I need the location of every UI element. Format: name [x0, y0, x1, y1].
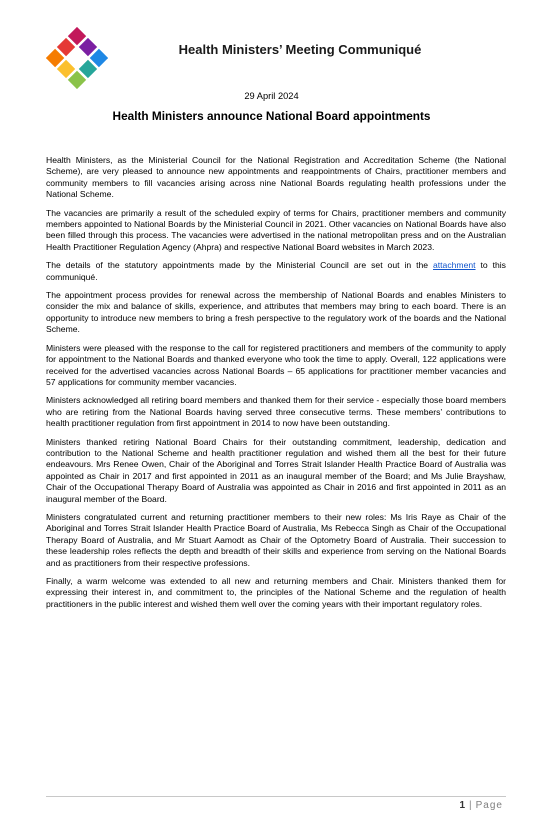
communique-date: 29 April 2024: [244, 91, 299, 101]
body-paragraph: Ministers acknowledged all retiring board members and thanked them for their service - especially those board members who are retiring from the National Boards having served three consecutive terms. These members’ contributions to health practitioner regulation from first appointment in 2014 to now have been outstanding.: [46, 395, 506, 429]
page-number: 1: [459, 800, 466, 811]
body-paragraph: Ministers congratulated current and returning practitioner members to their new roles: Ms Iris Raye as Chair of the Aboriginal and Torres Strait Islander Health Practice Board of Australia, Ms Rebecca Singh as Chair of the Occupational Therapy Board of Australia, and Mr Stuart Aamodt as Chair of the Optometry Board of Australia. Their succession to these leadership roles reflects the depth and breadth of their skills and experience from serving on the National Boards and as practitioners from their respective professions.: [46, 511, 506, 568]
attachment-text-before: The details of the statutory appointments made by the Ministerial Council are set out in the: [46, 260, 433, 271]
attachment-text-after: to this communiqué.: [46, 260, 506, 282]
body-paragraph: Health Ministers, as the Ministerial Council for the National Registration and Accreditation Scheme (the National Scheme), are very pleased to announce new appointments and reappointments of Chairs, practitioner members and community members to fill vacancies arising across nine National Boards regulating health professions under the National Scheme.: [46, 155, 506, 200]
body-paragraph: The appointment process provides for renewal across the membership of National Boards and enables Ministers to consider the mix and balance of skills, experience, and attributes that members may bring to each board. There is an opportunity to introduce new members to bring a fresh perspective to the regulatory work of the boards and the National Scheme.: [46, 290, 506, 335]
footer-divider: [46, 796, 506, 797]
attachment-link[interactable]: attachment: [433, 260, 476, 271]
body-paragraph: The vacancies are primarily a result of the scheduled expiry of terms for Chairs, practitioner members and community members appointed to National Boards by the Ministerial Council in 2021. Other vacancies on National Boards have also been filled through this process. The vacancies were advertised in the national metropolitan press and on the Australian Health Practitioner Regulation Agency (Ahpra) and respective National Board websites in March 2023.: [46, 207, 506, 252]
page-footer: [459, 800, 503, 811]
body-paragraph: Ministers were pleased with the response to the call for registered practitioners and members of the community to apply for appointment to the National Boards and thanked everyone who took the time to apply. Overall, 122 applications were received for the advertised vacancies across National Boards – 65 applications for practitioner member vacancies and 57 applications for community member vacancies.: [46, 342, 506, 387]
attachment-paragraph: [46, 260, 506, 283]
communique-title: Health Ministers announce National Board appointments: [112, 109, 431, 123]
hmm-logo-icon: [46, 27, 108, 89]
page-separator: |: [469, 800, 472, 811]
body-paragraph: Ministers thanked retiring National Board Chairs for their outstanding commitment, leadership, dedication and contribution to the National Scheme and health practitioner regulation and wished them all the best for their future endeavours. Mrs Renee Owen, Chair of the Aboriginal and Torres Strait Islander Health Practice Board of Australia was appointed as Chair in 2017 and first appointed in 2011 as an inaugural member of the Board; and Ms Julie Brayshaw, Chair of the Occupational Therapy Board of Australia was appointed as Chair in 2016 and first appointed in 2011 as an inaugural member of the Board.: [46, 436, 506, 504]
communique-heading: Health Ministers’ Meeting Communiqué: [178, 42, 422, 57]
body-paragraph: Finally, a warm welcome was extended to all new and returning members and Chair. Ministers thanked them for expressing their interest in, and commitment to, the principles of the National Scheme and the regulation of health practitioners in the public interest and wished them well over the coming years with their important regulatory roles.: [46, 576, 506, 609]
communique-body: [46, 155, 506, 617]
page-label: Page: [475, 800, 503, 811]
